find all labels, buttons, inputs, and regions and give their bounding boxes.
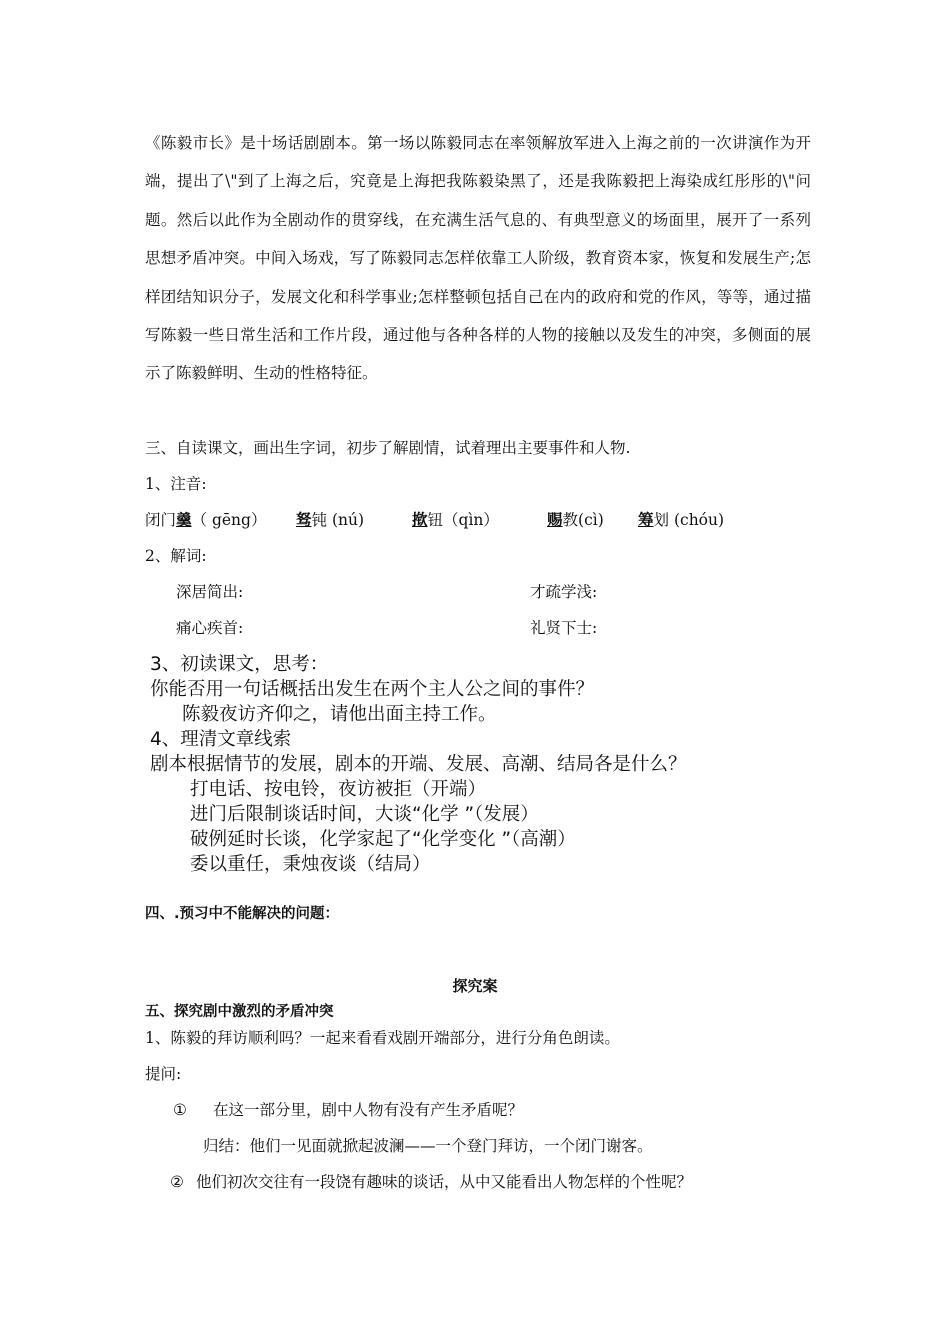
q4-answer: 破例延时长谈，化学家起了“化学变化 ”（高潮） — [190, 829, 576, 850]
explore-title: 探究案 — [452, 977, 498, 995]
ask-label: 提问: — [145, 1065, 182, 1083]
vocab-heading: 2、解词: — [145, 547, 207, 565]
q3-question: 你能否用一句话概括出发生在两个主人公之间的事件？ — [150, 679, 595, 700]
pinyin-item: 赐教(cì) — [547, 510, 604, 529]
q4-answer: 进门后限制谈话时间，大谈“化学 ”（发展） — [190, 804, 539, 825]
intro-text: 《陈毅市长》是十场话剧剧本。第一场以陈毅同志在率领解放军进入上海之前的一次讲演作为开端，提出了\"到了上海之后，究竟是上海把我陈毅染黑了，还是我陈毅把上海染成红彤彤的\"问题。然后以此作为全剧动作的贯穿线，在充满生活气息的、有典型意义的场面里，展开了一系列思想矛盾冲突。中间入场戏，写了陈毅同志怎样依靠工人阶级，教育资本家，恢复和发展生产;怎样团结知识分子，发展文化和科学事业;怎样整顿包括自己在内的政府和党的作风，等等，通过描写陈毅一些日常生活和工作片段，通过他与各种各样的人物的接触以及发生的冲突，多侧面的展示了陈毅鲜明、生动的性格特征。 — [145, 134, 811, 383]
item1-summary: 归结：他们一见面就掀起波澜——一个登门拜访，一个闭门谢客。 — [203, 1137, 653, 1155]
pinyin-item: 闭门羹（ gēng） — [145, 510, 267, 529]
section3-heading: 三、自读课文，画出生字词，初步了解剧情，试着理出主要事件和人物. — [145, 439, 631, 457]
item2: ② 他们初次交往有一段饶有趣味的谈话，从中又能看出人物怎样的个性呢？ — [170, 1173, 693, 1191]
q4-question: 剧本根据情节的发展，剧本的开端、发展、高潮、结局各是什么？ — [150, 754, 687, 775]
pinyin-heading: 1、注音: — [145, 475, 207, 493]
vocab-item: 深居简出: — [176, 583, 244, 601]
q4-answer: 打电话、按电铃，夜访被拒（开端） — [190, 779, 487, 800]
intro-paragraph — [145, 124, 811, 393]
item1: ① 在这一部分里，剧中人物有没有产生矛盾呢？ — [173, 1101, 524, 1119]
q3-answer: 陈毅夜访齐仰之，请他出面主持工作。 — [182, 704, 497, 725]
vocab-item: 痛心疾首: — [176, 619, 244, 637]
pinyin-item: 驽钝 (nú) — [296, 510, 365, 529]
section4-heading: 四、.预习中不能解决的问题： — [145, 906, 340, 922]
q4-heading: 4、理清文章线索 — [150, 729, 292, 750]
item2-number: ② — [170, 1173, 184, 1191]
vocab-item: 礼贤下士: — [530, 619, 598, 637]
pinyin-item: 揿钮（qìn） — [412, 510, 499, 529]
pinyin-item: 筹划 (chóu) — [638, 510, 725, 529]
vocab-item: 才疏学浅: — [530, 583, 598, 601]
q3-heading: 3、初读课文，思考： — [150, 654, 329, 675]
section5-heading: 五、探究剧中激烈的矛盾冲突 — [145, 1004, 334, 1020]
q4-answer: 委以重任，秉烛夜谈（结局） — [190, 854, 431, 875]
item1-number: ① — [173, 1101, 187, 1119]
section5-q1: 1、陈毅的拜访顺利吗？一起来看看戏剧开端部分，进行分角色朗读。 — [145, 1029, 620, 1047]
